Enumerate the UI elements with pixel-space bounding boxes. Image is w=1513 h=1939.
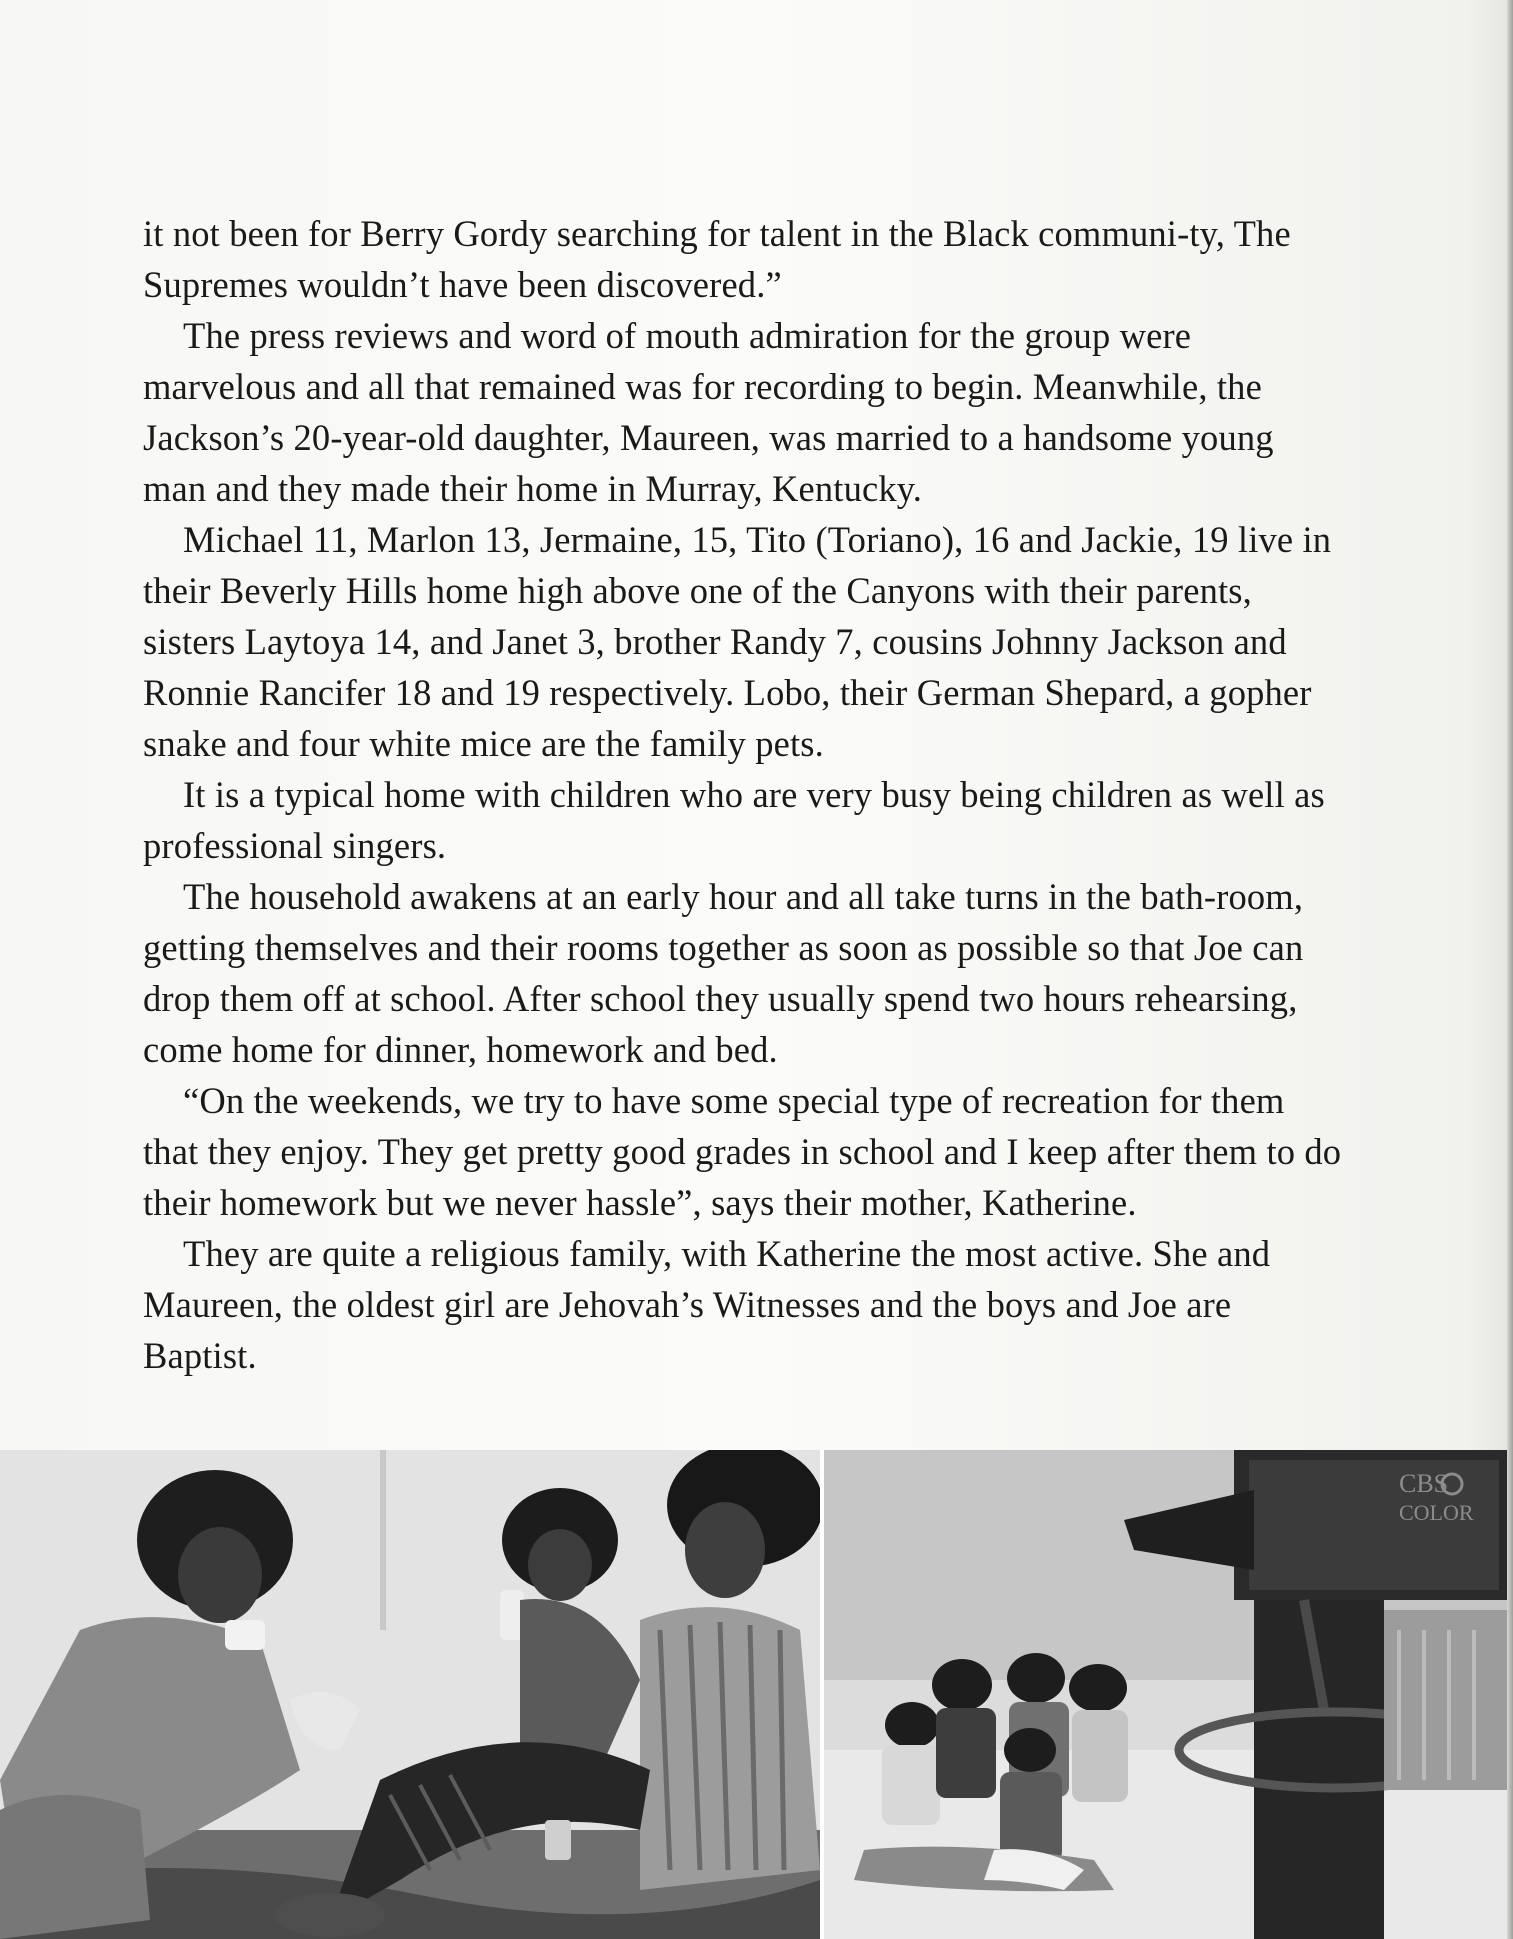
paragraph-5: The household awakens at an early hour and all take turns in the bath-room, getting themselves and their rooms together as soon as possible so that Joe can drop them off at school. After school they usually spend two hours rehearsing, come home for dinner, homework and bed.: [143, 876, 1304, 1070]
camera-logo-line2: COLOR: [1399, 1500, 1474, 1525]
photo-group-tv-studio-illustration: [824, 1450, 1513, 1939]
paragraph-3: Michael 11, Marlon 13, Jermaine, 15, Tito (Toriano), 16 and Jackie, 19 live in their Beverly Hills home high above one of the Canyons with their parents, sisters Laytoya 14, and Janet 3, brother Randy 7, cousins Johnny Jackson and Ronnie Rancifer 18 and 19 respectively. Lobo, their German Shepard, a gopher snake and four white mice are the family pets.: [143, 519, 1332, 764]
paragraph-2: The press reviews and word of mouth admiration for the group were marvelous and all that remained was for recording to begin. Meanwhile, the Jackson’s 20-year-old daughter, Maureen, was married to a handsome young man and they made their home in Murray, Kentucky.: [143, 315, 1274, 509]
page-edge: [1507, 0, 1513, 1939]
paragraph-6: “On the weekends, we try to have some special type of recreation for them that they enjoy. They get pretty good grades in school and I keep after them to do their homework but we never hassle”, says their mother, Katherine.: [143, 1080, 1342, 1223]
photo-boys-eating: [0, 1450, 820, 1939]
photo-group-tv-studio: [824, 1450, 1513, 1939]
paragraph-1: it not been for Berry Gordy searching for talent in the Black communi-ty, The Supremes wouldn’t have been discovered.”: [143, 213, 1291, 305]
paragraph-7: They are quite a religious family, with Katherine the most active. She and Maureen, the oldest girl are Jehovah’s Witnesses and the boys and Joe are Baptist.: [143, 1233, 1271, 1376]
article-body: [143, 208, 1343, 1381]
paragraph-4: It is a typical home with children who are very busy being children as well as professional singers.: [143, 774, 1325, 866]
photo-boys-eating-illustration: [0, 1450, 820, 1939]
camera-logo-line1: CBS: [1399, 1469, 1449, 1498]
